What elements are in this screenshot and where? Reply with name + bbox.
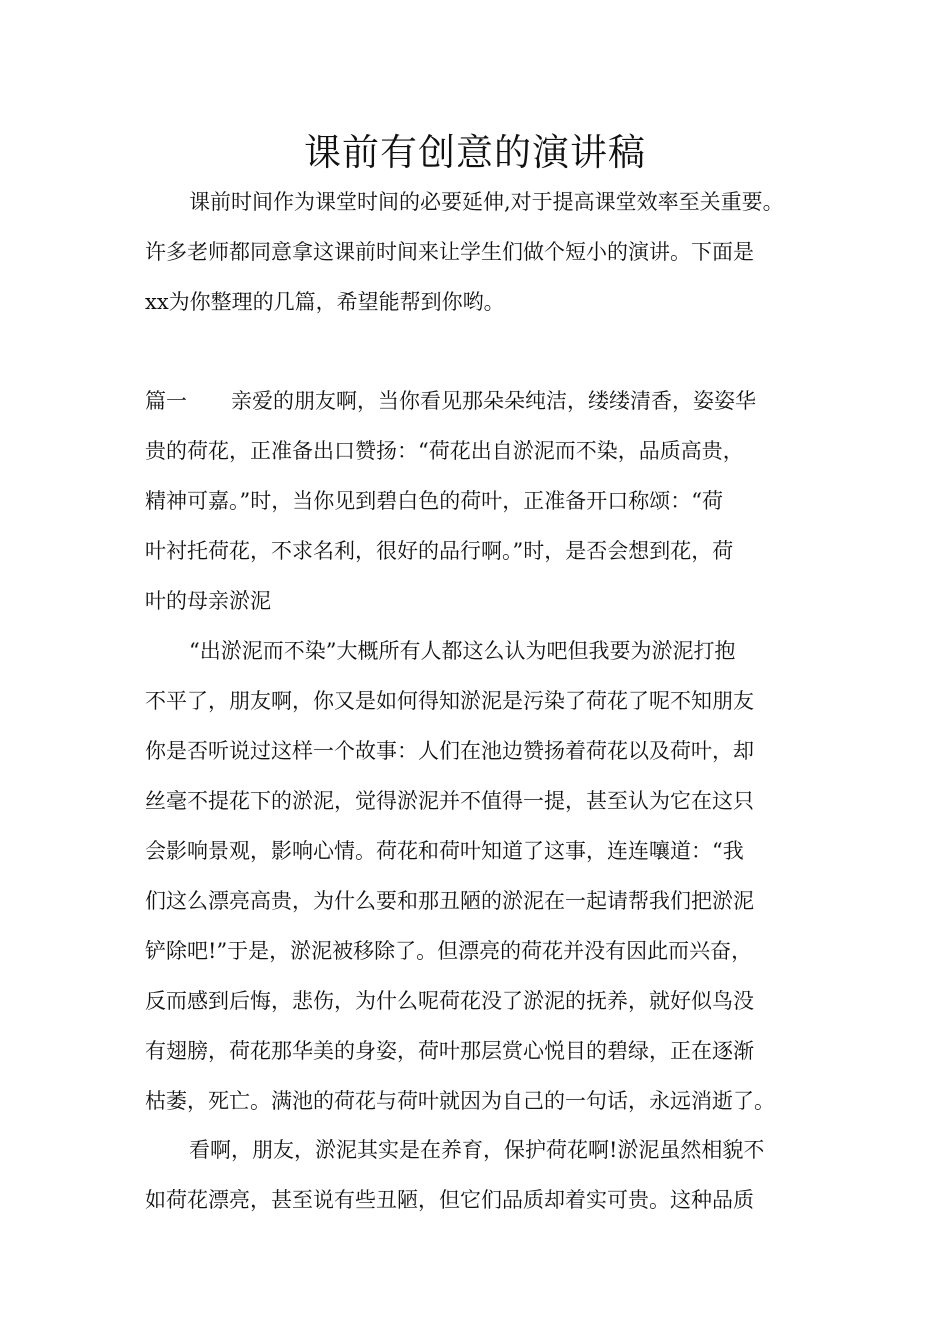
paragraph-line: 枯萎，死亡。满池的荷花与荷叶就因为自己的一句话，永远消逝了。 (145, 1089, 775, 1113)
paragraph-line: 丝毫不提花下的淤泥，觉得淤泥并不值得一提，甚至认为它在这只 (145, 789, 754, 813)
section-one-first-line (145, 376, 815, 426)
paragraph-line: 贵的荷花，正准备出口赞扬：“荷花出自淤泥而不染，品质高贵， (145, 439, 744, 463)
intro-line: 许多老师都同意拿这课前时间来让学生们做个短小的演讲。下面是 (145, 240, 754, 264)
paragraph-line: 精神可嘉。”时，当你见到碧白色的荷叶，正准备开口称颂：“荷 (145, 489, 723, 513)
section-one-paragraph (145, 376, 815, 626)
paragraph-line: 不平了，朋友啊，你又是如何得知淤泥是污染了荷花了呢不知朋友 (145, 689, 754, 713)
paragraph-two (145, 626, 815, 1126)
intro-line: xx为你整理的几篇，希望能帮到你哟。 (145, 290, 505, 314)
intro-line: 课前时间作为课堂时间的必要延伸,对于提高课堂效率至关重要。 (189, 190, 784, 214)
paragraph-line: 们这么漂亮高贵，为什么要和那丑陋的淤泥在一起请帮我们把淤泥 (145, 889, 754, 913)
paragraph-line: 如荷花漂亮，甚至说有些丑陋，但它们品质却着实可贵。这种品质 (145, 1188, 754, 1212)
paragraph-line: 看啊，朋友，淤泥其实是在养育，保护荷花啊!淤泥虽然相貌不 (189, 1138, 765, 1162)
paragraph-three (145, 1125, 815, 1225)
paragraph-line: 叶的母亲淤泥 (145, 589, 271, 613)
section-one-first-text: 亲爱的朋友啊，当你看见那朵朵纯洁，缕缕清香，姿姿华 (231, 389, 756, 413)
paragraph-line: 会影响景观，影响心情。荷花和荷叶知道了这事，连连嚷道：“我 (145, 839, 744, 863)
paragraph-line: “出淤泥而不染”大概所有人都这么认为吧但我要为淤泥打抱 (189, 639, 736, 663)
intro-paragraph (145, 177, 815, 327)
paragraph-line: 铲除吧!”于是，淤泥被移除了。但漂亮的荷花并没有因此而兴奋， (145, 939, 753, 963)
paragraph-line: 叶衬托荷花，不求名利，很好的品行啊。”时，是否会想到花，荷 (145, 539, 734, 563)
paragraph-line: 你是否听说过这样一个故事：人们在池边赞扬着荷花以及荷叶，却 (145, 739, 754, 763)
paragraph-line: 有翅膀，荷花那华美的身姿，荷叶那层赏心悦目的碧绿，正在逐渐 (145, 1039, 754, 1063)
section-label: 篇一 (145, 389, 187, 413)
document-title: 课前有创意的演讲稿 (304, 131, 646, 174)
paragraph-line: 反而感到后悔，悲伤，为什么呢荷花没了淤泥的抚养，就好似鸟没 (145, 989, 754, 1013)
